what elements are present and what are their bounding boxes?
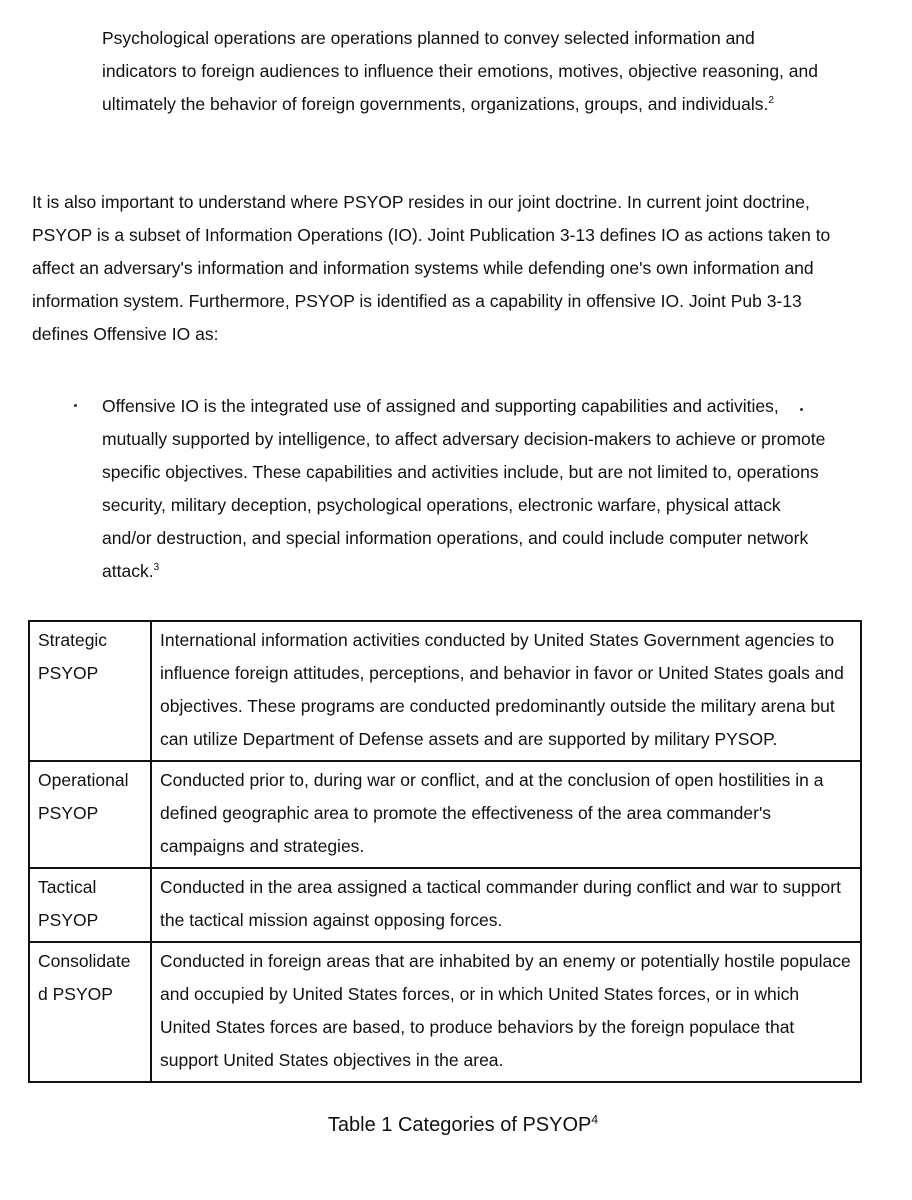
table-caption — [0, 1114, 912, 1137]
psyop-categories-table — [28, 620, 862, 1083]
description-cell: Conducted in the area assigned a tactical commander during conflict and war to support the tactical mission against opposing forces. — [151, 868, 861, 942]
category-cell: Operational PSYOP — [29, 761, 151, 868]
block-quote-offensive-io — [102, 390, 832, 588]
footnote-marker: 4 — [591, 1112, 599, 1127]
category-cell: Consolidate d PSYOP — [29, 942, 151, 1082]
table-row — [29, 761, 861, 868]
footnote-marker: 3 — [153, 562, 160, 574]
quote-text: Offensive IO is the integrated use of assigned and supporting capabilities and activities, mutually supported by intelligence, to affect adversary decision-makers to achieve or promote specific objectives. These capabilities and activities include, but are not limited to, operations security, military deception, psychological operations, electronic warfare, physical attack and/or destruction, and special information operations, and could include computer network attack. — [102, 396, 826, 581]
category-cell: Strategic PSYOP — [29, 621, 151, 761]
description-cell: Conducted in foreign areas that are inhabited by an enemy or potentially hostile populace and occupied by United States forces, or in which United States forces, or in which United States forces are based, to produce behaviors by the foreign populace that support United States objectives in the area. — [151, 942, 861, 1082]
category-cell: Tactical PSYOP — [29, 868, 151, 942]
table-row — [29, 621, 861, 761]
quote-text: Psychological operations are operations planned to convey selected information and indicators to foreign audiences to influence their emotions, motives, objective reasoning, and ultimately the behavior of foreign governments, organizations, groups, and individuals. — [102, 28, 818, 114]
table-row — [29, 868, 861, 942]
paragraph-text: It is also important to understand where PSYOP resides in our joint doctrine. In current joint doctrine, PSYOP is a subset of Information Operations (IO). Joint Publication 3-13 defines IO as actions taken to affect an adversary's information and information systems while defending one's own information and information system. Furthermore, PSYOP is identified as a capability in offensive IO. Joint Pub 3-13 defines Offensive IO as: — [32, 192, 831, 344]
footnote-marker: 2 — [768, 95, 774, 107]
description-cell: Conducted prior to, during war or conflict, and at the conclusion of open hostilities in a defined geographic area to promote the effectiveness of the area commander's campaigns and strategies. — [151, 761, 861, 868]
caption-text: Table 1 Categories of PSYOP — [327, 1114, 592, 1136]
body-paragraph — [32, 186, 832, 351]
block-quote-psyop-definition — [102, 22, 832, 121]
scan-speck — [74, 404, 77, 407]
description-cell: International information activities conducted by United States Government agencies to influence foreign attitudes, perceptions, and behavior in favor or United States goals and objectives. These programs are conducted predominantly outside the military arena but can utilize Department of Defense assets and are supported by military PYSOP. — [151, 621, 861, 761]
table-row — [29, 942, 861, 1082]
